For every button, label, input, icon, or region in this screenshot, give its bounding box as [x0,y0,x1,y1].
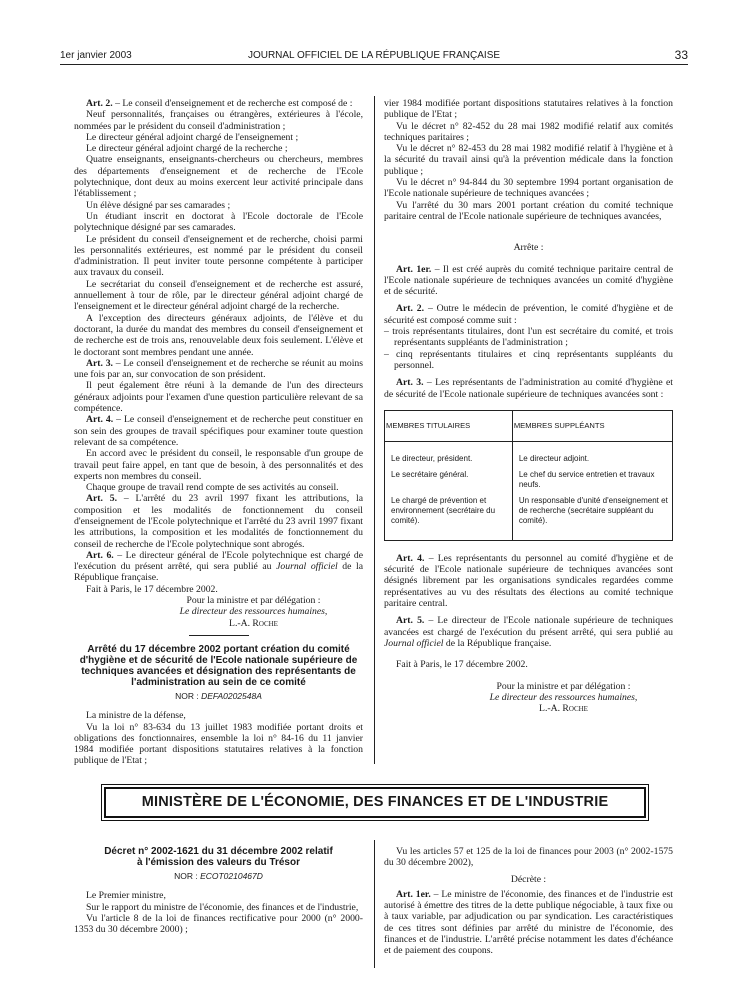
header-date: 1er janvier 2003 [60,50,132,61]
art2-label: Art. 2. [86,98,113,109]
arrete-done-at: Fait à Paris, le 17 décembre 2002. [396,659,528,671]
art3-paragraph: Art. 3. – Le conseil d'enseignement et de recherche se réunit au moins une fois par an, sur convocation de son président. [74,357,363,381]
arrete-title: Arrêté du 17 décembre 2002 portant création du comité d'hygiène et de sécurité de l'Ecole nationale supérieure de techniques avancées et désignation des représentants de l'administration au sein de ce comité [79,643,358,688]
arrete-art2: Art. 2. – Outre le médecin de prévention, le comité d'hygiène et de sécurité est composé comme suit : [384,303,673,326]
arrete-art2-item: – cinq représentants titulaires et cinq représentants suppléants du personnel. [384,348,673,371]
arrete-art3: Art. 3. – Les représentants de l'administration au comité d'hygiène et de sécurité de l'Ecole nationale supérieure de techniques avancées sont : [384,377,674,400]
art2-paragraph: A l'exception des directeurs généraux adjoints, de l'élève et du doctorant, la durée du mandat des membres du conseil d'enseignement et de recherche est de trois ans, renouvelable deux fois seulement. L'élève et le doctorant sont membres pendant une année. [74,312,363,358]
table-cell: Un responsable d'unité d'enseignement et de recherche (secrétaire suppléant du comité). [512,494,672,541]
art5-paragraph: Art. 5. – L'arrêté du 23 avril 1997 fixant les attributions, la composition et les modalités de fonctionnement du conseil d'enseignement de l'Ecole polytechnique et l'arrêté du 23 avril 1997 fixant les attributions, la composition et les modalités de fonctionnement du conseil de recherche de l'Ecole polytechnique sont abrogés. [74,493,363,550]
arrete-word: Arrête : [513,242,544,254]
art2-member: Neuf personnalités, françaises ou étrangères, extérieures à l'école, nommées par le président du conseil d'administration ; [74,109,363,132]
left-column-top [74,98,363,767]
arrete-nor: NOR : DEFA0202548A [175,690,262,701]
decret-title: Décret n° 2002-1621 du 31 décembre 2002 relatif à l'émission des valeurs du Trésor [104,846,333,868]
members-table [384,410,673,541]
running-header [60,44,688,65]
done-at: Fait à Paris, le 17 décembre 2002. [86,583,218,595]
decret-decrete: Décrète : [510,873,547,885]
column-divider-bottom [374,840,375,968]
ministry-banner: MINISTÈRE DE L'ÉCONOMIE, DES FINANCES ET DE L'INDUSTRIE [104,787,646,818]
left-column-bottom [74,846,363,935]
art4-label: Art. 4. [86,414,114,426]
right-column-top [384,98,673,714]
table-cell: Le chargé de prévention et environnement (secrétaire du comité). [385,494,513,541]
art4-paragraph-3: Chaque groupe de travail rend compte de ses activités au conseil. [86,482,339,494]
table-header-row [385,410,673,441]
art2-member: Un étudiant inscrit en doctorat à l'Ecole doctorale de l'Ecole polytechnique désigné par ses camarades. [74,210,363,234]
column-divider-top [374,96,375,764]
table-row [385,494,673,541]
arrete-art4: Art. 4. – Les représentants du personnel au comité d'hygiène et de sécurité de l'Ecole nationale supérieure de techniques avancées sont désignés librement par les organisations syndicales regardées comme représentatives au vu des résultats des élections au comité technique paritaire central. [384,552,673,610]
decret-art1: Art. 1er. – Le ministre de l'économie, des finances et de l'industrie est autorisé à émettre des titres de la dette publique négociable, à taux fixe ou à taux variable, par adjudication ou par syndication. Les caractéristiques de ces titres sont définies par arrêté du ministre de l'économie, des finances et de l'industrie. L'arrêté précise notamment les dates d'échéance et de paiement des coupons. [384,888,673,957]
art2-member: Le directeur général adjoint chargé de la recherche ; [86,143,288,155]
decret-vu-2: Vu les articles 57 et 125 de la loi de finances pour 2003 (n° 2002-1575 du 30 décembre 2002), [384,846,673,869]
signature-for: Pour la ministre et par délégation : [186,595,321,607]
arrete-vu-first-continued: vier 1984 modifiée portant dispositions statutaires relatives à la fonction publique de l'Etat ; [384,98,673,121]
signature-name: L.-A. Roche [229,617,278,629]
arrete-vu: Vu le décret n° 82-452 du 28 mai 1982 modifié relatif aux comités techniques paritaires ; [384,120,673,143]
arrete-signature-title: Le directeur des ressources humaines, [489,691,638,703]
art2-member: Un élève désigné par ses camarades ; [86,199,231,211]
arrete-minister: La ministre de la défense, [86,710,186,722]
art2-paragraph: Le secrétariat du conseil d'enseignement et de recherche est assuré, annuellement à tour de rôle, par le directeur général adjoint chargé de l'enseignement et le directeur général adjoint chargé de la recherche. [74,278,363,313]
art6-label: Art. 6. [86,549,114,561]
header-journal-title: JOURNAL OFFICIEL DE LA RÉPUBLIQUE FRANÇAISE [247,50,501,61]
arrete-signature-for: Pour la ministre et par délégation : [496,680,631,692]
table-cell: Le chef du service entretien et travaux neufs. [512,468,672,494]
arrete-vu: Vu le décret n° 94-844 du 30 septembre 1994 portant organisation de l'Ecole nationale supérieure de techniques avancées ; [384,177,673,200]
art4-paragraph: Art. 4. – Le conseil d'enseignement et de recherche peut constituer en son sein des groupes de travail spécifiques pour examiner toute question relevant de sa compétence. [74,414,363,448]
decret-vu: Vu l'article 8 de la loi de finances rectificative pour 2000 (n° 2000-1353 du 30 décembre 2000) ; [74,912,363,936]
decret-nor: NOR : ECOT0210467D [174,871,263,881]
table-cell: Le directeur, président. [385,441,513,468]
art2-member: Le directeur général adjoint chargé de l'enseignement ; [86,131,299,143]
arrete-art1: Art. 1er. – Il est créé auprès du comité technique paritaire central de l'Ecole nationale supérieure de techniques avancées un comité d'hygiène et de sécurité. [384,263,673,298]
table-header: MEMBRES SUPPLÉANTS [512,410,672,441]
decret-pm: Le Premier ministre, [86,890,166,902]
arrete-signature-name: L.-A. Roche [539,703,588,715]
art3-paragraph-2: Il peut également être réuni à la demande de l'un des directeurs généraux adjoints pour l'examen d'une question particulière relevant de sa compétence. [74,380,363,415]
art2-intro: Art. 2. – Le conseil d'enseignement et de recherche est composé de : [86,98,353,109]
arrete-art5: Art. 5. – Le directeur de l'Ecole nationale supérieure de techniques avancées est chargé de l'exécution du présent arrêté, qui sera publié au Journal officiel de la République française. [384,615,673,649]
arrete-divider [189,635,249,636]
table-cell: Le secrétaire général. [385,468,513,494]
table-row [385,441,673,468]
art6-paragraph: Art. 6. – Le directeur général de l'Ecole polytechnique est chargé de l'exécution du présent arrêté, qui sera publié au Journal officiel de la République française. [74,549,363,584]
right-column-bottom [384,846,673,957]
arrete-vu-first: Vu la loi n° 83-634 du 13 juillet 1983 modifiée portant droits et obligations des fonctionnaires, ensemble la loi n° 84-16 du 11 janvier 1984 modifiée portant dispositions statutaires relatives à la fonction publique de l'Etat ; [74,721,363,767]
art3-label: Art. 3. [86,357,113,369]
decret-rapport: Sur le rapport du ministre de l'économie, des finances et de l'industrie, [86,901,359,913]
art4-paragraph-2: En accord avec le président du conseil, le responsable d'un groupe de travail peut faire appel, en tant que de besoin, à des personnalités et des experts non membres du conseil. [74,448,363,482]
signature-title: Le directeur des ressources humaines, [179,606,328,618]
art2-paragraph: Le président du conseil d'enseignement et de recherche, choisi parmi les personnalités extérieures, est nommé par le président du conseil d'administration. Il peut inviter toute personne compétente à participer aux travaux du conseil. [74,233,363,279]
arrete-vu: Vu le décret n° 82-453 du 28 mai 1982 modifié relatif à l'hygiène et à la sécurité du travail ainsi qu'à la prévention médicale dans la fonction publique ; [384,143,673,177]
arrete-art2-item: – trois représentants titulaires, dont l'un est secrétaire du comité, et trois représentants suppléants de l'administration ; [384,326,673,349]
arrete-vu: Vu l'arrêté du 30 mars 2001 portant création du comité technique paritaire central de l'Ecole nationale supérieure de techniques avancées, [384,199,673,222]
table-row [385,468,673,494]
table-cell: Le directeur adjoint. [512,441,672,468]
art5-label: Art. 5. [86,493,118,505]
header-page-number: 33 [674,48,688,62]
table-header: MEMBRES TITULAIRES [385,410,513,441]
art2-member: Quatre enseignants, enseignants-chercheurs ou chercheurs, membres des départements d'enseignement et de recherche de l'Ecole polytechnique, dont deux au moins exercent leur activité principale dans l'établissement ; [74,154,363,200]
